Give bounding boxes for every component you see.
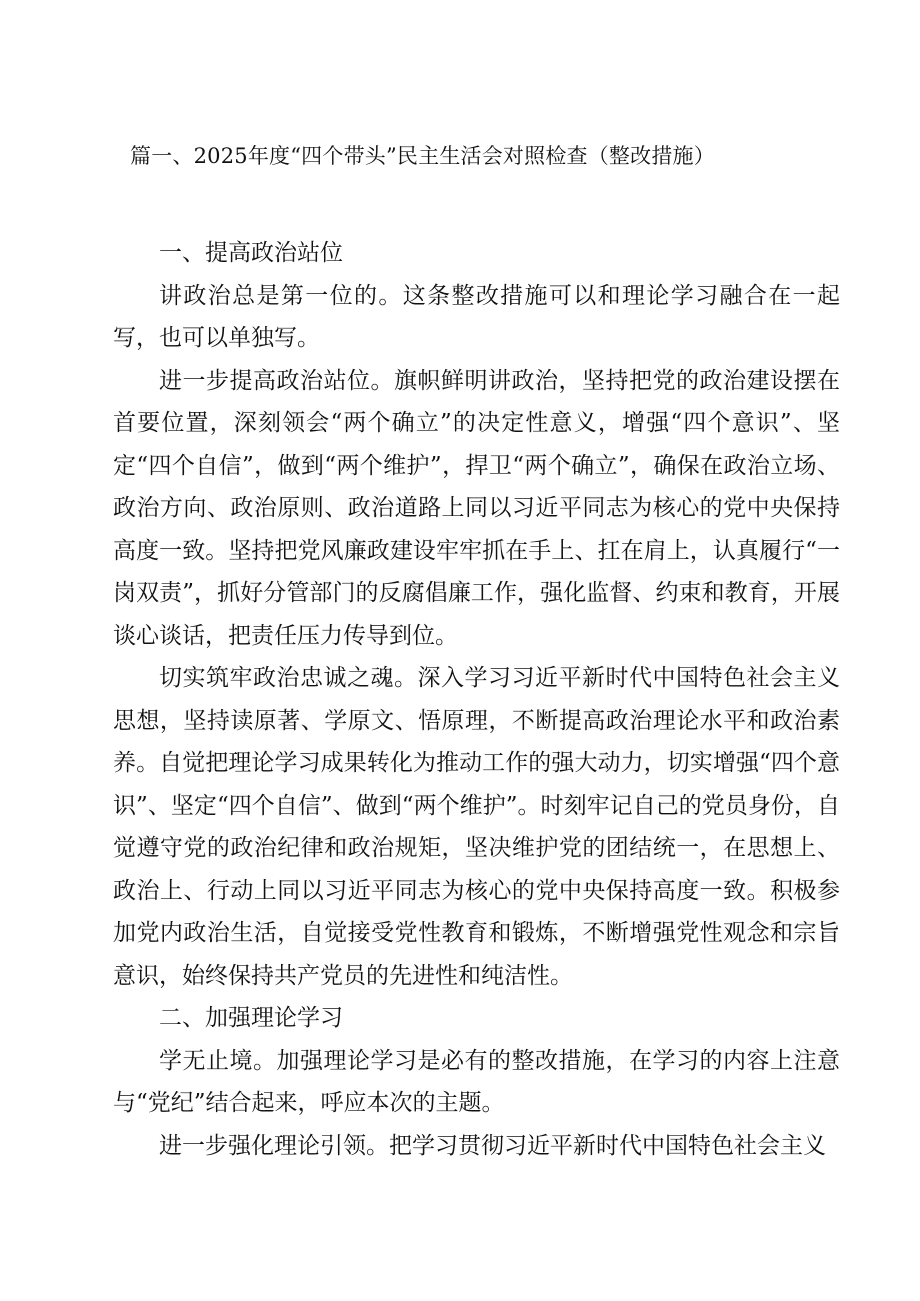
document-title: 篇一、2025年度“四个带头”民主生活会对照检查（整改措施） [130, 144, 715, 168]
document-body [113, 232, 840, 1167]
paragraph: 切实筑牢政治忠诚之魂。深入学习习近平新时代中国特色社会主义思想，坚持读原著、学原文、悟原理，不断提高政治理论水平和政治素养。自觉把理论学习成果转化为推动工作的强大动力，切实增强“四个意识”、坚定“四个自信”、做到“两个维护”。时刻牢记自己的党员身份，自觉遵守党的政治纪律和政治规矩，坚决维护党的团结统一，在思想上、政治上、行动上同以习近平同志为核心的党中央保持高度一致。积极参加党内政治生活，自觉接受党性教育和锻炼，不断增强党性观念和宗旨意识，始终保持共产党员的先进性和纯洁性。 [113, 665, 840, 989]
paragraph: 进一步提高政治站位。旗帜鲜明讲政治，坚持把党的政治建设摆在首要位置，深刻领会“两个确立”的决定性意义，增强“四个意识”、坚定“四个自信”，做到“两个维护”，捍卫“两个确立”，确保在政治立场、政治方向、政治原则、政治道路上同以习近平同志为核心的党中央保持高度一致。坚持把党风廉政建设牢牢抓在手上、扛在肩上，认真履行“一岗双责”，抓好分管部门的反腐倡廉工作，强化监督、约束和教育，开展谈心谈话，把责任压力传导到位。 [113, 367, 840, 649]
paragraph: 进一步强化理论引领。把学习贯彻习近平新时代中国特色社会主义 [159, 1132, 826, 1159]
paragraph: 学无止境。加强理论学习是必有的整改措施，在学习的内容上注意与“党纪”结合起来，呼应本次的主题。 [113, 1047, 840, 1116]
paragraph: 讲政治总是第一位的。这条整改措施可以和理论学习融合在一起写，也可以单独写。 [113, 282, 840, 351]
section-heading: 一、提高政治站位 [159, 240, 343, 266]
section-heading: 二、加强理论学习 [159, 1005, 343, 1031]
